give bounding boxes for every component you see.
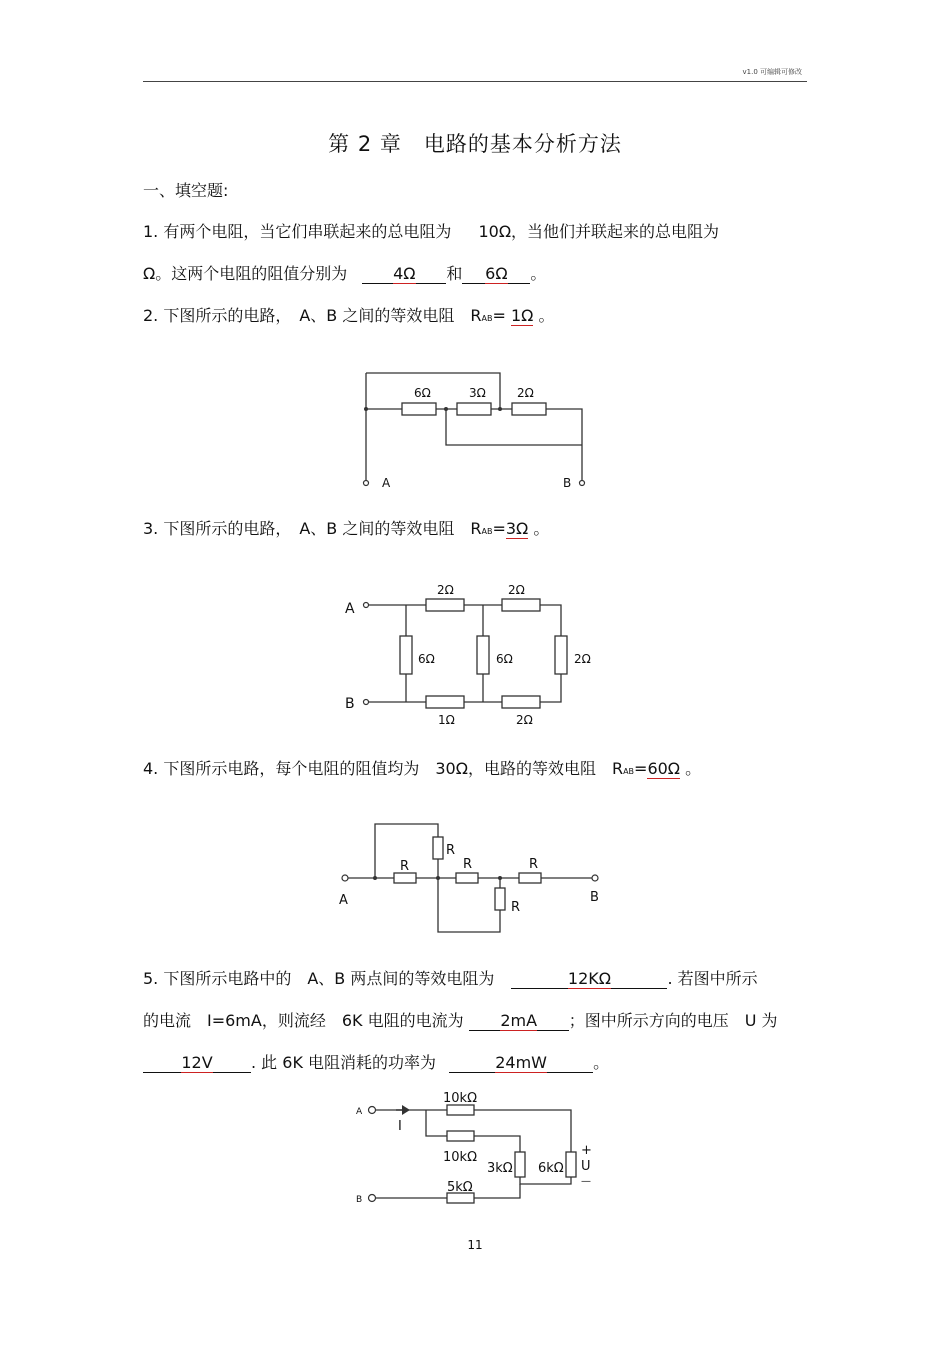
q5-text-c: 的电流 I=6mA，则流经 6K 电阻的电流为 xyxy=(143,1011,464,1030)
q3-terminal-b xyxy=(364,700,369,705)
q3-sub: AB xyxy=(481,527,493,536)
q3-end: 。 xyxy=(533,519,550,538)
header-rule xyxy=(143,81,807,82)
q4-text: 4. 下图所示电路，每个电阻的阻值均为 30Ω，电路的等效电阻 R xyxy=(143,759,624,778)
q1-text-c: Ω。这两个电阻的阻值分别为 xyxy=(143,264,348,283)
q3-resistor-v2 xyxy=(477,636,489,674)
q3-label-top1: 2Ω xyxy=(437,583,454,597)
header-note: v1.0 可编辑可修改 xyxy=(742,68,802,76)
q5-label-r3: 3kΩ xyxy=(487,1161,513,1176)
q5-terminal-a xyxy=(369,1107,376,1114)
q2-label-b: B xyxy=(563,476,572,490)
q5-label-i: I xyxy=(398,1119,402,1134)
q4-label-b: B xyxy=(590,890,599,905)
q1-text-b: 10Ω，当他们并联起来的总电阻为 xyxy=(478,222,720,241)
q5-text-e: . 此 6K 电阻消耗的功率为 xyxy=(251,1053,437,1072)
q1-answer-2: 6Ω xyxy=(462,265,530,284)
q1-and: 和 xyxy=(446,264,463,283)
q3-resistor-bot1 xyxy=(426,696,464,708)
q3-label-bot2: 2Ω xyxy=(516,713,533,727)
q5-label-plus: + xyxy=(581,1143,592,1158)
q3-circuit-figure xyxy=(340,578,610,728)
q4-label-r5: R xyxy=(511,900,521,915)
q4-answer: 60Ω xyxy=(647,759,681,778)
q3-label-b: B xyxy=(345,696,355,712)
q5-label-r2: 10kΩ xyxy=(443,1150,478,1165)
q5-label-minus: — xyxy=(581,1176,591,1187)
q1-line2 xyxy=(143,261,546,284)
section-heading: 一、填空题: xyxy=(143,181,229,200)
q2-label-r2: 3Ω xyxy=(469,386,486,400)
q1-answer-1: 4Ω xyxy=(362,265,446,284)
q4-resistor-5 xyxy=(495,888,505,910)
q5-resistor-2 xyxy=(447,1131,474,1141)
q5-label-a: A xyxy=(356,1107,363,1117)
q2-sub: AB xyxy=(481,314,493,323)
q4-resistor-4 xyxy=(433,837,443,859)
q5-line1 xyxy=(143,966,758,989)
q5-line3 xyxy=(143,1050,609,1073)
q5-label-u: U xyxy=(581,1159,591,1174)
q3-label-top2: 2Ω xyxy=(508,583,525,597)
q5-resistor-4 xyxy=(566,1152,576,1177)
q5-current-arrow-icon xyxy=(402,1105,410,1115)
q4-label-r4: R xyxy=(446,843,456,858)
q4-resistor-1 xyxy=(394,873,416,883)
q5-answer-3: 12V xyxy=(143,1054,251,1073)
q5-resistor-1 xyxy=(447,1105,474,1115)
q3-resistor-bot2 xyxy=(502,696,540,708)
q5-circuit-figure xyxy=(350,1088,610,1213)
q2-label-r3: 2Ω xyxy=(517,386,534,400)
q4-label-r1: R xyxy=(400,859,410,874)
q4-line xyxy=(143,756,701,779)
q3-answer: 3Ω xyxy=(505,519,529,538)
chapter-title: 第 2 章 电路的基本分析方法 xyxy=(328,132,622,156)
q4-eq: = xyxy=(634,759,648,778)
q5-line2 xyxy=(143,1008,778,1031)
q5-answer-1: 12KΩ xyxy=(511,970,667,989)
q2-resistor-1 xyxy=(402,403,436,415)
q2-label-a: A xyxy=(382,476,391,490)
q3-line xyxy=(143,516,549,539)
q3-resistor-top2 xyxy=(502,599,540,611)
q4-circuit-figure xyxy=(335,818,615,938)
q4-label-a: A xyxy=(339,893,348,908)
q3-resistor-v1 xyxy=(400,636,412,674)
q5-terminal-b xyxy=(369,1195,376,1202)
q2-terminal-a xyxy=(364,481,369,486)
q1-line1 xyxy=(143,219,719,242)
q4-resistor-3 xyxy=(519,873,541,883)
q5-answer-4: 24mW xyxy=(449,1054,593,1073)
q2-resistor-2 xyxy=(457,403,491,415)
q5-label-b: B xyxy=(356,1195,363,1205)
q3-eq: = xyxy=(492,519,506,538)
q3-label-a: A xyxy=(345,601,355,617)
q4-label-r2: R xyxy=(463,857,473,872)
q4-label-r3: R xyxy=(529,857,539,872)
q5-text-b: . 若图中所示 xyxy=(667,969,758,988)
q2-text: 2. 下图所示的电路， A、B 之间的等效电阻 R xyxy=(143,306,482,325)
q5-resistor-3 xyxy=(515,1152,525,1177)
q1-end: 。 xyxy=(530,264,547,283)
q3-label-v1: 6Ω xyxy=(418,652,435,666)
q5-label-r5: 5kΩ xyxy=(447,1180,473,1195)
q4-terminal-b xyxy=(592,875,598,881)
q5-label-r4: 6kΩ xyxy=(538,1161,564,1176)
q2-answer: 1Ω xyxy=(510,306,534,325)
q3-label-bot1: 1Ω xyxy=(438,713,455,727)
q3-resistor-v3 xyxy=(555,636,567,674)
q2-resistor-3 xyxy=(512,403,546,415)
q1-text-a: 1. 有两个电阻，当它们串联起来的总电阻为 xyxy=(143,222,452,241)
q5-answer-2: 2mA xyxy=(469,1012,569,1031)
q5-text-a: 5. 下图所示电路中的 A、B 两点间的等效电阻为 xyxy=(143,969,495,988)
q4-resistor-2 xyxy=(456,873,478,883)
q5-text-d: ；图中所示方向的电压 U 为 xyxy=(568,1011,778,1030)
q3-label-v3: 2Ω xyxy=(574,652,591,666)
q4-terminal-a xyxy=(342,875,348,881)
q3-label-v2: 6Ω xyxy=(496,652,513,666)
q2-circuit-figure xyxy=(350,365,610,495)
q2-eq: = xyxy=(492,306,506,325)
q4-sub: AB xyxy=(623,767,635,776)
q2-end: 。 xyxy=(538,306,555,325)
q3-text: 3. 下图所示的电路， A、B 之间的等效电阻 R xyxy=(143,519,482,538)
q2-label-r1: 6Ω xyxy=(414,386,431,400)
q4-end: 。 xyxy=(685,759,702,778)
q3-resistor-top1 xyxy=(426,599,464,611)
q2-terminal-b xyxy=(580,481,585,486)
q5-label-r1: 10kΩ xyxy=(443,1091,478,1106)
page-number: 11 xyxy=(467,1238,483,1252)
q5-end: 。 xyxy=(593,1053,610,1072)
q3-terminal-a xyxy=(364,603,369,608)
q2-line xyxy=(143,303,554,326)
